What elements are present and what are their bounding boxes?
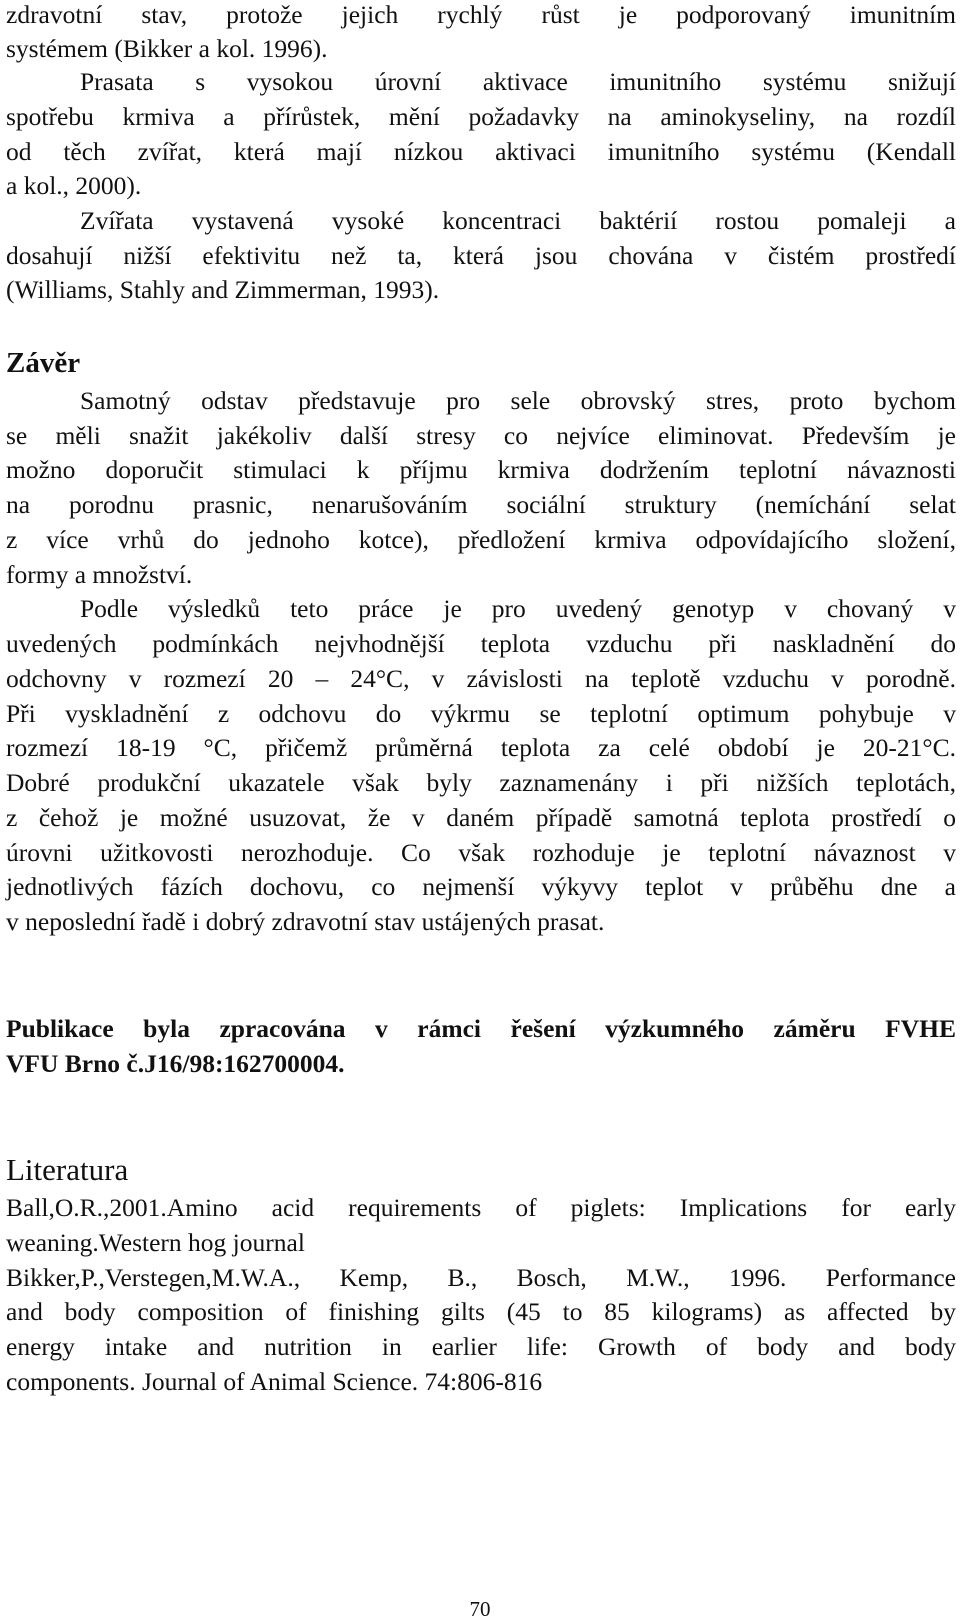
body-text-line: z čehož je možné usuzovat, že v daném případě samotná teplota prostředí o [6, 803, 956, 832]
section-heading-literatura: Literatura [6, 1152, 129, 1187]
body-text-line: od těch zvířat, která mají nízkou aktivaci imunitního systému (Kendall [6, 137, 956, 166]
reference-line: and body composition of finishing gilts (45 to 85 kilograms) as affected by [6, 1297, 956, 1326]
body-text-line: formy a množství. [6, 560, 193, 589]
body-text-line: Zvířata vystavená vysoké koncentraci baktérií rostou pomaleji a [80, 206, 956, 235]
body-text-line: zdravotní stav, protože jejich rychlý růst je podporovaný imunitním [6, 0, 956, 29]
body-text-line: Podle výsledků teto práce je pro uvedený genotyp v chovaný v [80, 594, 956, 623]
body-text-line: systémem (Bikker a kol. 1996). [6, 34, 328, 63]
body-text-line: Při vyskladnění z odchovu do výkrmu se teplotní optimum pohybuje v [6, 699, 956, 728]
body-text-line: na porodnu prasnic, nenarušováním sociální struktury (nemíchání selat [6, 490, 956, 519]
body-text-line: jednotlivých fázích dochovu, co nejmenší výkyvy teplot v průběhu dne a [6, 872, 956, 901]
body-text-line: se měli snažit jakékoliv další stresy co nejvíce eliminovat. Především je [6, 421, 956, 450]
acknowledgement-line: Publikace byla zpracována v rámci řešení výzkumného záměru FVHE [6, 1014, 956, 1043]
reference-line: energy intake and nutrition in earlier life: Growth of body and body [6, 1332, 956, 1361]
body-text-line: (Williams, Stahly and Zimmerman, 1993). [6, 275, 440, 304]
reference-line: weaning.Western hog journal [6, 1228, 305, 1257]
body-text-line: Samotný odstav představuje pro sele obrovský stres, proto bychom [80, 386, 956, 415]
body-text-line: a kol., 2000). [6, 171, 142, 200]
body-text-line: Prasata s vysokou úrovní aktivace imunitního systému snižují [80, 67, 956, 96]
section-heading-zaver: Závěr [6, 347, 81, 379]
body-text-line: v neposlední řadě i dobrý zdravotní stav ustájených prasat. [6, 907, 605, 936]
reference-line: components. Journal of Animal Science. 74:806-816 [6, 1367, 543, 1396]
body-text-line: uvedených podmínkách nejvhodnější teplota vzduchu při naskladnění do [6, 629, 956, 658]
body-text-line: z více vrhů do jednoho kotce), předložení krmiva odpovídajícího složení, [6, 525, 956, 554]
reference-line: Ball,O.R.,2001.Amino acid requirements of piglets: Implications for early [6, 1193, 956, 1222]
body-text-line: úrovni užitkovosti nerozhoduje. Co však rozhoduje je teplotní návaznost v [6, 838, 956, 867]
body-text-line: Dobré produkční ukazatele však byly zaznamenány i při nižších teplotách, [6, 768, 956, 797]
reference-line: Bikker,P.,Verstegen,M.W.A., Kemp, B., Bosch, M.W., 1996. Performance [6, 1263, 956, 1292]
body-text-line: možno doporučit stimulaci k příjmu krmiva dodržením teplotní návaznosti [6, 455, 956, 484]
body-text-line: rozmezí 18-19 °C, přičemž průměrná teplota za celé období je 20-21°C. [6, 733, 956, 762]
body-text-line: spotřebu krmiva a přírůstek, mění požadavky na aminokyseliny, na rozdíl [6, 102, 956, 131]
acknowledgement-line: VFU Brno č.J16/98:162700004. [6, 1049, 345, 1078]
body-text-line: odchovny v rozmezí 20 – 24°C, v závislosti na teplotě vzduchu v porodně. [6, 664, 956, 693]
body-text-line: dosahují nižší efektivitu než ta, která jsou chována v čistém prostředí [6, 241, 956, 270]
page-number: 70 [469, 1597, 491, 1621]
